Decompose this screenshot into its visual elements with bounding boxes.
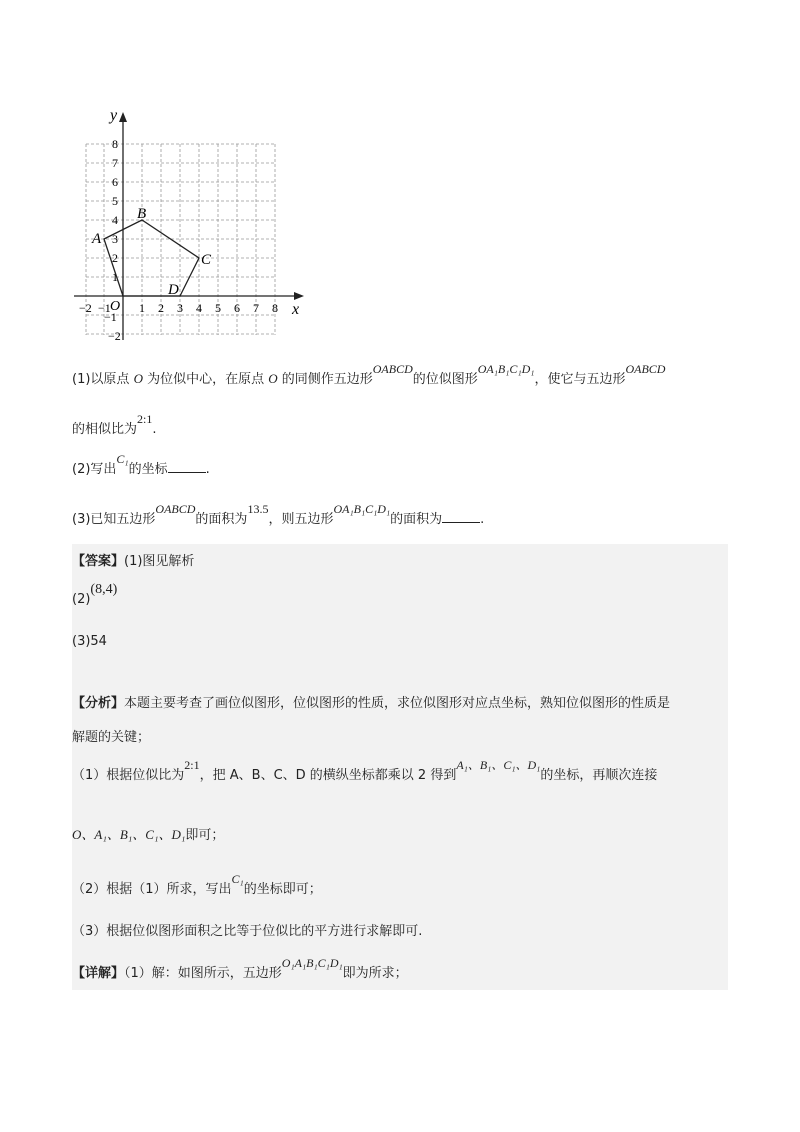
q1-shape: OABCD (372, 362, 413, 376)
point-a-label: A (92, 231, 102, 247)
x-tick: −1 (98, 301, 111, 315)
answer-2-value: (8,4) (90, 582, 118, 597)
q1-shape: OABCD (625, 362, 666, 376)
answer-blank (168, 460, 206, 473)
q3-area: 13.5 (247, 502, 269, 516)
answer-1: (1)图见解析 (124, 554, 195, 569)
analysis-point-1 (72, 758, 658, 783)
x-tick: 2 (158, 301, 164, 315)
answer-line-1 (72, 550, 194, 569)
analysis-text: （3）根据位似图形面积之比等于位似比的平方进行求解即可. (72, 924, 423, 939)
q1-o: O (268, 371, 278, 386)
q3-text: (3)已知五边形 (72, 512, 156, 527)
q3-text: ，则五边形 (268, 512, 334, 527)
q2-c1: C₁ (116, 452, 129, 466)
question-2 (72, 452, 210, 477)
x-tick: 4 (196, 301, 202, 315)
analysis-text: 即可； (185, 828, 225, 843)
answer-line-3 (72, 634, 107, 649)
q1-text: 为位似中心，在原点 (142, 372, 269, 387)
point-b-label: B (137, 206, 147, 222)
q3-text: 的面积为 (390, 512, 443, 527)
question-1-line-2 (72, 412, 157, 437)
detail-text: （1）解：如图所示，五边形 (124, 966, 282, 981)
detail-text: 即为所求； (342, 966, 408, 981)
analysis-line-2 (72, 726, 150, 745)
answer-2-prefix: (2) (72, 592, 91, 607)
analysis-text: ，把 A、B、C、D 的横纵坐标都乘以 2 得到 (199, 768, 457, 783)
answer-tag: 【答案】 (72, 554, 125, 569)
q1-ratio: 2:1 (137, 412, 153, 426)
x-axis-label: x (292, 301, 300, 318)
question-1-line-1 (72, 362, 666, 387)
q3-text: 的面积为 (195, 512, 248, 527)
y-tick: 5 (112, 194, 118, 208)
q3-shape: OA₁B₁C₁D₁ (333, 502, 391, 516)
origin-label: O (110, 299, 121, 314)
y-tick: −1 (104, 310, 117, 324)
q1-text: ，使它与五边形 (534, 372, 626, 387)
q1-text: 的相似比为 (72, 422, 138, 437)
analysis-point-2 (72, 872, 322, 897)
q1-shape: OA₁B₁C₁D₁ (477, 362, 535, 376)
q3-shape: OABCD (155, 502, 196, 516)
q1-text: (1)以原点 (72, 372, 134, 387)
analysis-c1: C₁ (231, 872, 244, 886)
detail-tag: 【详解】 (72, 966, 125, 981)
q1-o: O (133, 371, 143, 386)
q3-text: . (480, 512, 485, 527)
answer-line-2 (72, 582, 118, 608)
y-tick: 3 (112, 232, 118, 246)
q1-text: . (152, 422, 157, 437)
q2-text: . (205, 462, 210, 477)
analysis-point-1-line-2 (72, 824, 224, 843)
y-tick: 7 (112, 156, 118, 170)
y-tick: 1 (112, 270, 118, 284)
detail-line (72, 956, 408, 981)
x-tick: 6 (234, 301, 240, 315)
analysis-point-3 (72, 920, 422, 939)
analysis-ratio: 2:1 (184, 758, 200, 772)
analysis-text: 解题的关键； (72, 730, 151, 745)
q2-text: (2)写出 (72, 462, 117, 477)
answer-blank (442, 510, 480, 523)
analysis-text: 的坐标即可； (243, 882, 322, 897)
coordinate-graph (70, 100, 320, 350)
analysis-text: 本题主要考查了画位似图形，位似图形的性质，求位似图形对应点坐标，熟知位似图形的性质是 (124, 696, 671, 711)
y-axis-label: y (110, 107, 118, 124)
analysis-line-1 (72, 692, 670, 711)
x-tick: 8 (272, 301, 278, 315)
analysis-points: O、A₁、B₁、C₁、D₁ (72, 827, 186, 842)
q1-text: 的位似图形 (412, 372, 478, 387)
point-d-label: D (168, 282, 179, 298)
detail-shape: O₁A₁B₁C₁D₁ (281, 956, 343, 970)
analysis-text: （2）根据（1）所求，写出 (72, 882, 232, 897)
y-tick: 8 (112, 137, 118, 151)
point-c-label: C (201, 252, 212, 268)
analysis-text: 的坐标，再顺次连接 (540, 768, 658, 783)
analysis-tag: 【分析】 (72, 696, 125, 711)
x-tick: −2 (79, 301, 92, 315)
q1-text: 的同侧作五边形 (277, 372, 373, 387)
x-tick: 5 (215, 301, 221, 315)
x-tick: 1 (139, 301, 145, 315)
y-tick: −2 (108, 329, 121, 343)
question-3 (72, 502, 485, 527)
analysis-text: （1）根据位似比为 (72, 768, 185, 783)
y-tick: 6 (112, 175, 118, 189)
q2-text: 的坐标 (128, 462, 168, 477)
y-tick: 2 (112, 251, 118, 265)
x-axis-arrow (294, 292, 304, 300)
analysis-points: A₁、B₁、C₁、D₁ (456, 758, 541, 772)
y-tick: 4 (112, 213, 118, 227)
y-axis-arrow (119, 112, 127, 122)
x-tick: 3 (177, 301, 183, 315)
x-tick: 7 (253, 301, 259, 315)
answer-3: (3)54 (72, 634, 107, 649)
